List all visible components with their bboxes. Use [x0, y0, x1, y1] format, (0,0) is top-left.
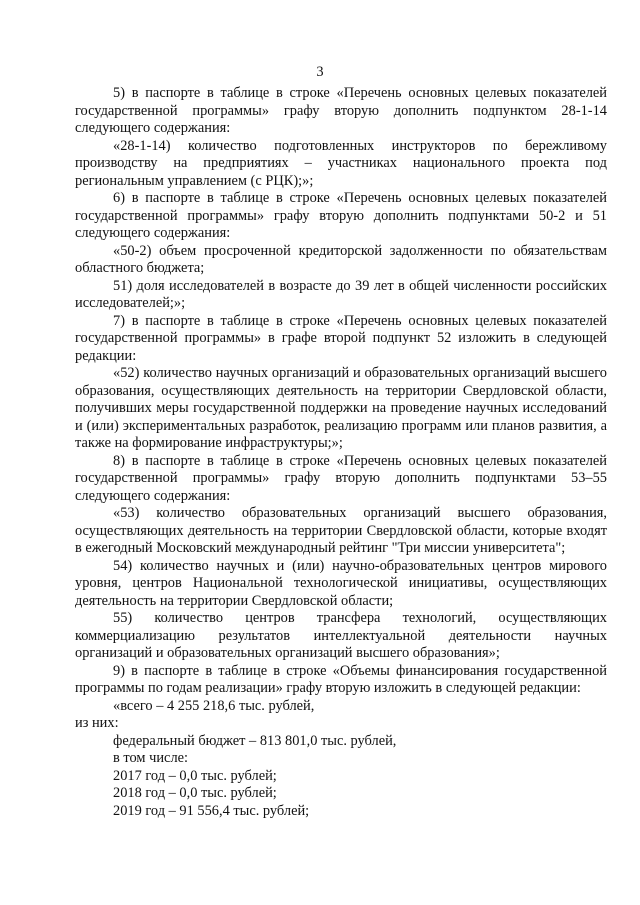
paragraph-subitem-55: 55) количество центров трансфера технологий, осуществляющих коммерциализацию результатов интеллектуальной деятельности научных организаций и образовательных организаций высшего образования»; — [75, 610, 607, 661]
year-2019-line: 2019 год – 91 556,4 тыс. рублей; — [113, 802, 310, 819]
paragraph-subitem-28-1-14: «28-1-14) количество подготовленных инструкторов по бережливому производству на предприятиях – участниках национального проекта под региональным управлением (с РЦК);»; — [75, 137, 607, 189]
year-2017-line: 2017 год – 0,0 тыс. рублей; — [113, 767, 277, 784]
federal-budget-line: федеральный бюджет – 813 801,0 тыс. рублей, — [113, 732, 397, 749]
paragraph-subitem-52: «52) количество научных организаций и образовательных организаций высшего образования, осуществляющих деятельность на территории Свердловской области, получивших меры государственной поддержки на проведение научных исследований и (или) экспериментальных разработок, реализацию программ или планов развития, а также на формирование инфраструктуры;»; — [75, 365, 607, 451]
paragraph-item-7: 7) в паспорте в таблице в строке «Перечень основных целевых показателей государственной программы» в графе второй подпункт 52 изложить в следующей редакции: — [75, 312, 607, 364]
paragraph-item-9: 9) в паспорте в таблице в строке «Объемы финансирования государственной программы по годам реализации» графу вторую изложить в следующей редакции: — [75, 662, 607, 696]
paragraph-item-5: 5) в паспорте в таблице в строке «Перечень основных целевых показателей государственной программы» графу вторую дополнить подпунктом 28-1-14 следующего содержания: — [75, 85, 607, 136]
paragraph-subitem-53: «53) количество образовательных организаций высшего образования, осуществляющих деятельность на территории Свердловской области, которые входят в ежегодный Московский международный рейтинг "Три миссии университета"; — [75, 505, 607, 556]
paragraph-item-6: 6) в паспорте в таблице в строке «Перечень основных целевых показателей государственной программы» графу вторую дополнить подпунктами 50-2 и 51 следующего содержания: — [75, 190, 607, 241]
paragraph-item-8: 8) в паспорте в таблице в строке «Перечень основных целевых показателей государственной программы» графу вторую дополнить подпунктами 53–55 следующего содержания: — [75, 452, 607, 504]
page-number: 3 — [316, 64, 324, 80]
paragraph-subitem-54: 54) количество научных и (или) научно-образовательных центров мирового уровня, центров Национальной технологической инициативы, осуществляющих деятельность на территории Свердловской области; — [75, 557, 607, 609]
paragraph-subitem-51: 51) доля исследователей в возрасте до 39 лет в общей численности российских исследователей;»; — [75, 277, 607, 311]
document-body — [75, 85, 607, 820]
of-them-label: из них: — [75, 715, 119, 731]
paragraph-total-funding: «всего – 4 255 218,6 тыс. рублей, — [113, 697, 315, 714]
including-label: в том числе: — [113, 750, 189, 766]
year-2018-line: 2018 год – 0,0 тыс. рублей; — [113, 785, 277, 801]
paragraph-subitem-50-2: «50-2) объем просроченной кредиторской задолженности по обязательствам областного бюджета; — [75, 242, 607, 276]
